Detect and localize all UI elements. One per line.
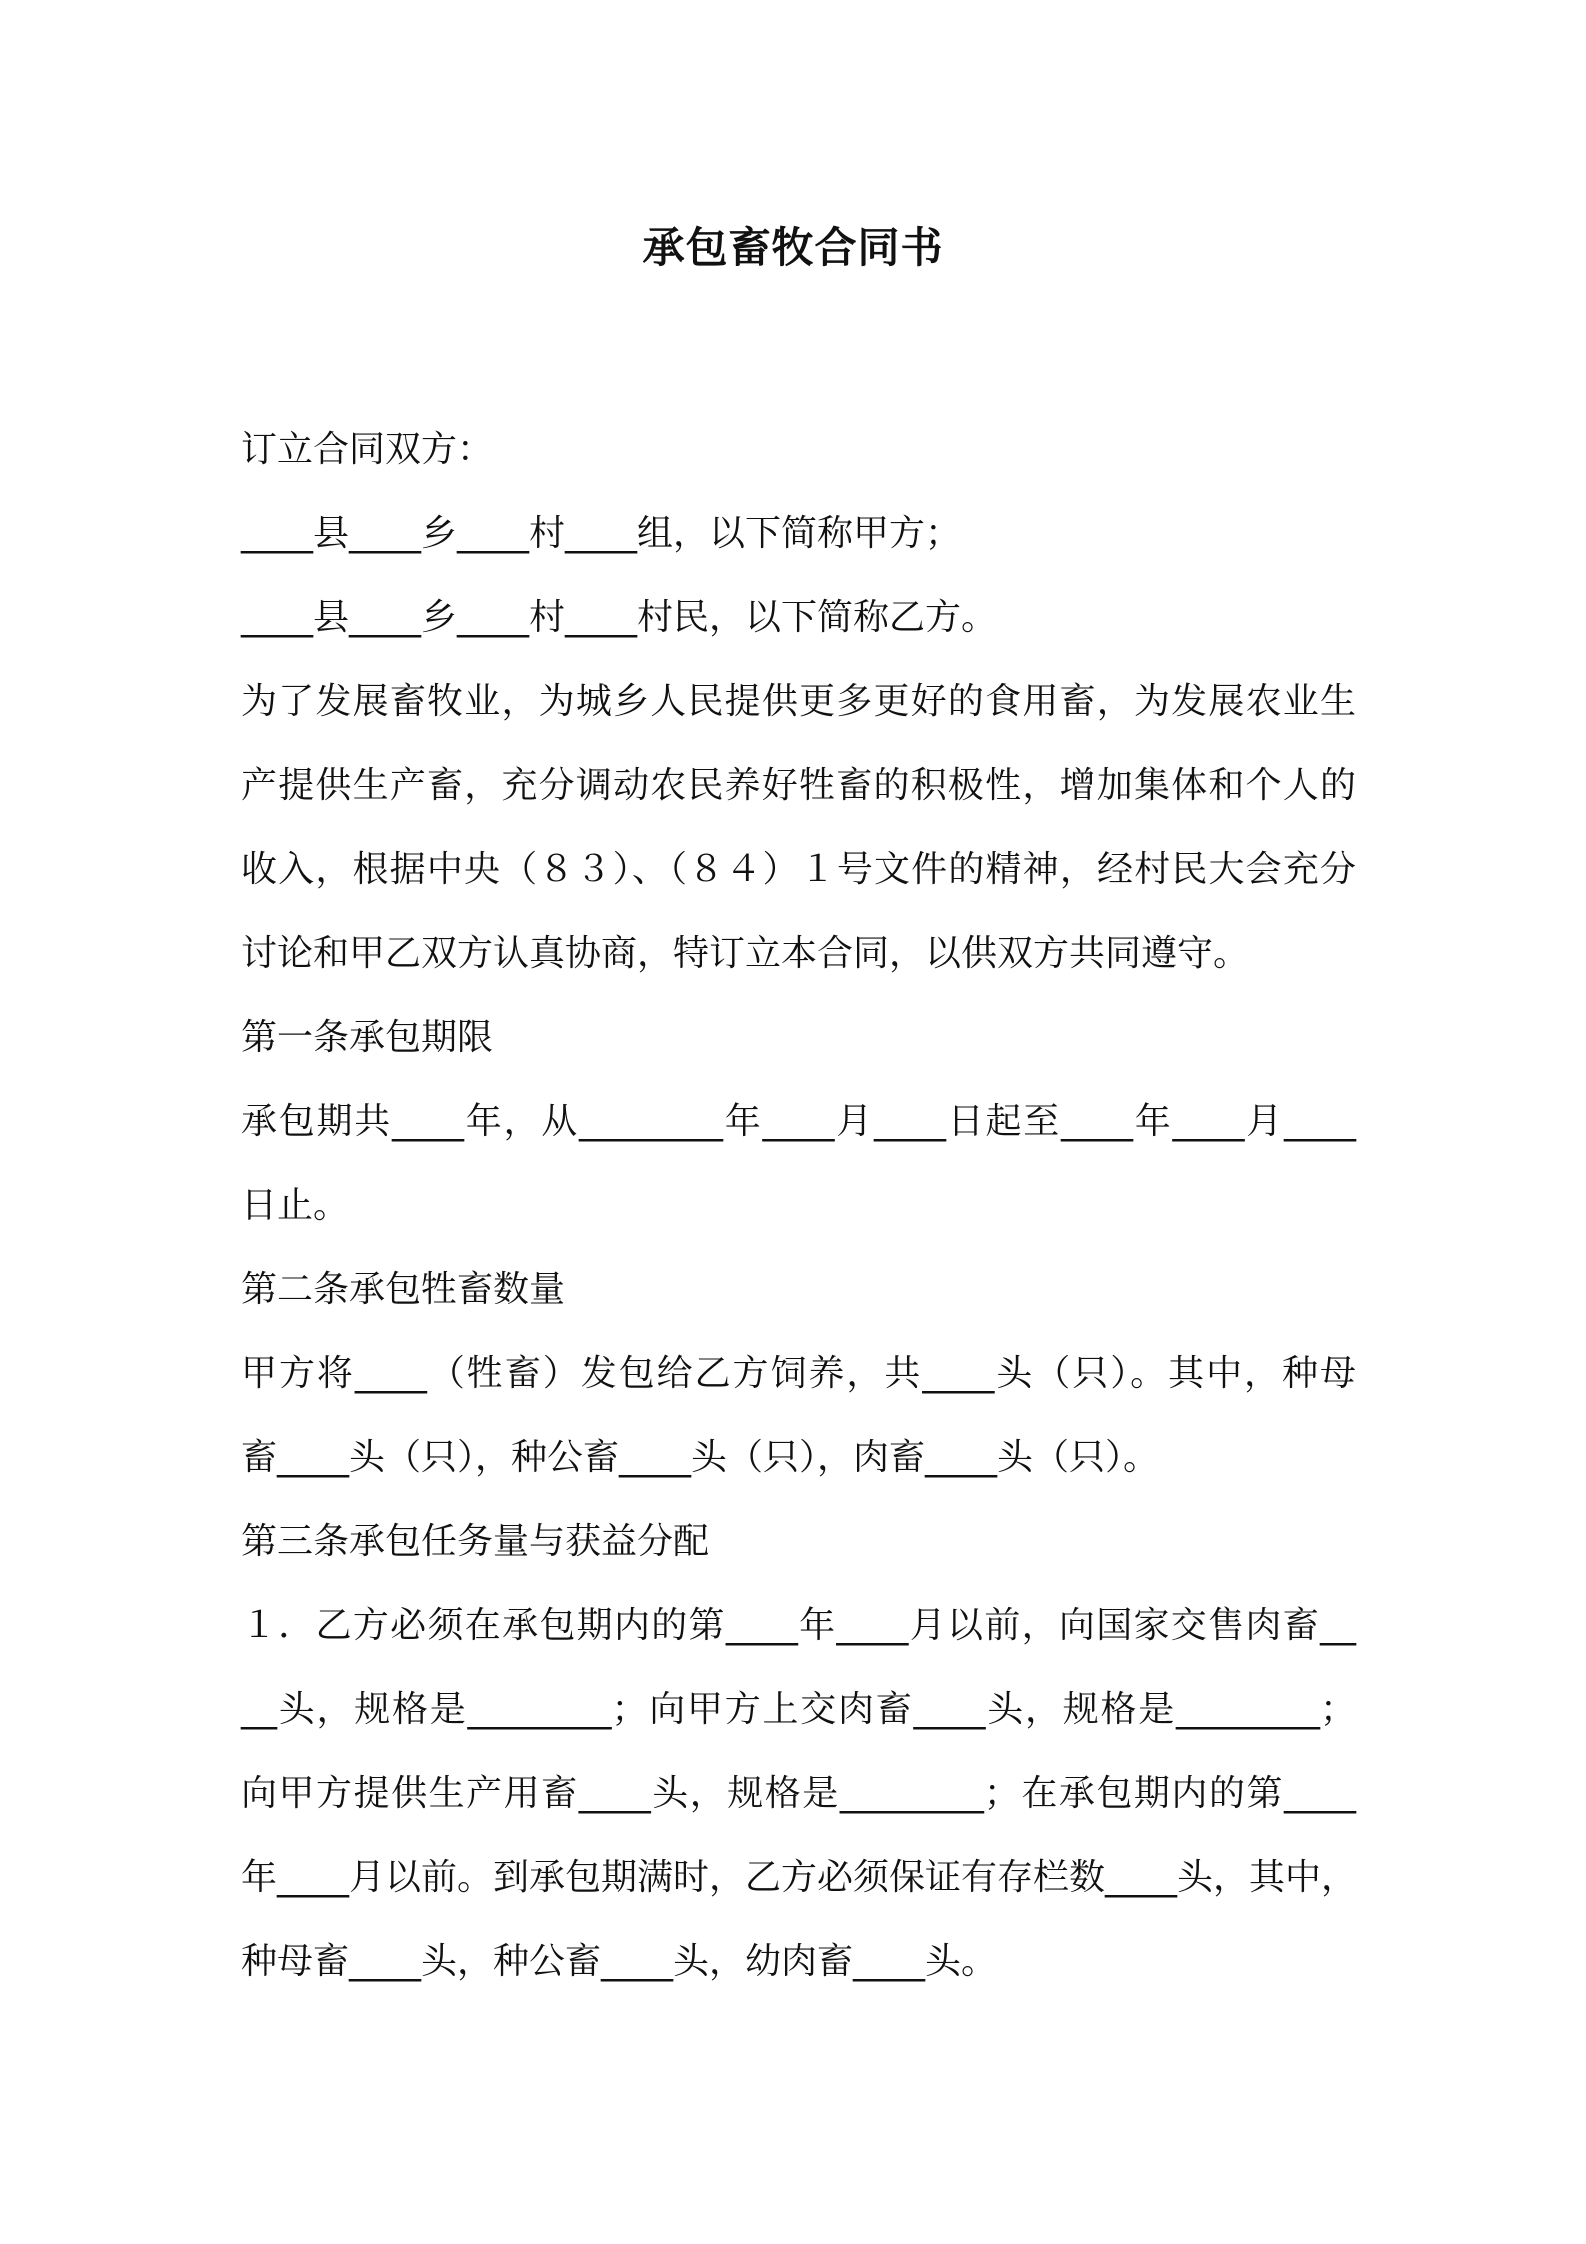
article-2-line-1: 甲方将____（牲畜）发包给乙方饲养，共____头（只）。其中，种母 [241,1353,1356,1394]
article-3-line-4: 年____月以前。到承包期满时，乙方必须保证有存栏数____头，其中， [241,1857,1358,1898]
article-3-heading: 第三条承包任务量与获益分配 [241,1521,710,1562]
preamble-line-3: 收入，根据中央（８３）、（８４）１号文件的精神，经村民大会充分 [241,849,1356,890]
article-3-line-2: __头，规格是________；向甲方上交肉畜____头，规格是________； [241,1689,1356,1730]
parties-intro: 订立合同双方： [241,429,494,470]
preamble-line-1: 为了发展畜牧业，为城乡人民提供更多更好的食用畜，为发展农业生 [241,681,1356,722]
article-3-line-3: 向甲方提供生产用畜____头，规格是________；在承包期内的第____ [241,1773,1356,1814]
document-title: 承包畜牧合同书 [642,223,944,272]
article-1-line-2: 日止。 [241,1185,350,1226]
article-2-heading: 第二条承包牲畜数量 [241,1269,566,1310]
party-a-line: ____县____乡____村____组，以下简称甲方； [241,513,962,554]
article-3-line-1: １．乙方必须在承包期内的第____年____月以前，向国家交售肉畜__ [241,1605,1356,1646]
document-body [241,408,1356,2004]
preamble-line-2: 产提供生产畜，充分调动农民养好牲畜的积极性，增加集体和个人的 [241,765,1356,806]
article-1-line-1: 承包期共____年，从________年____月____日起至____年____月____ [241,1101,1356,1142]
preamble-line-4: 讨论和甲乙双方认真协商，特订立本合同，以供双方共同遵守。 [241,933,1250,974]
article-1-heading: 第一条承包期限 [241,1017,494,1058]
article-2-line-2: 畜____头（只），种公畜____头（只），肉畜____头（只）。 [241,1437,1160,1478]
party-b-line: ____县____乡____村____村民，以下简称乙方。 [241,597,998,638]
article-3-line-5: 种母畜____头，种公畜____头，幼肉畜____头。 [241,1941,998,1982]
